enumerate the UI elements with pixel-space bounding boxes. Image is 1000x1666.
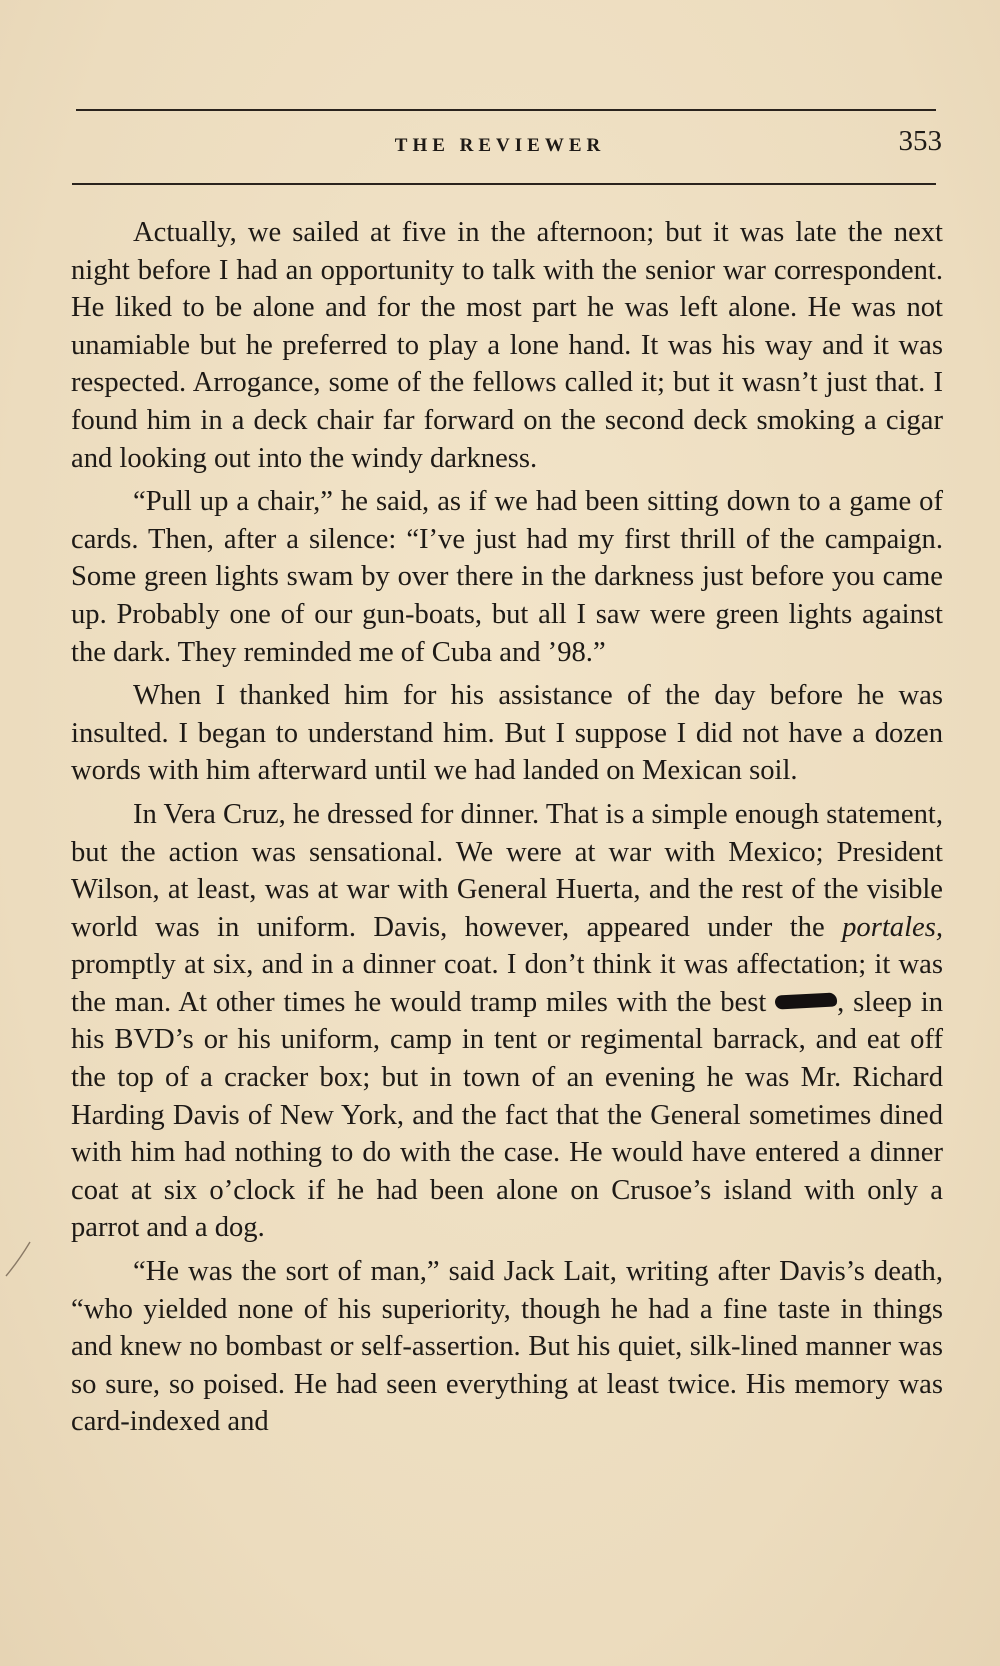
running-title: THE REVIEWER	[394, 135, 606, 156]
paragraph-5: “He was the sort of man,” said Jack Lait, writing after Davis’s death, “who yielded none of his superiority, though he had a fine taste in things and knew no bombast or self-assertion. But his quiet, silk-lined manner was so sure, so poised. He had seen everything at least twice. His memory was card-indexed and	[71, 1256, 943, 1438]
page-number: 353	[898, 125, 942, 157]
body-text	[71, 214, 943, 1447]
paragraph-4-part-b: promptly at six, and in a dinner coat. I don’t think it was affectation; it was the man. At other times he would tramp miles with the best	[71, 949, 943, 1018]
pencil-margin-mark	[2, 1240, 32, 1280]
header-rule-top	[76, 109, 936, 111]
paragraph-3: When I thanked him for his assistance of the day before he was insulted. I began to understand him. But I suppose I did not have a dozen words with him afterward until we had landed on Mexican soil.	[71, 680, 943, 787]
paragraph-4	[71, 796, 943, 1247]
paragraph-2: “Pull up a chair,” he said, as if we had been sitting down to a game of cards. Then, after a silence: “I’ve just had my first thrill of the campaign. Some green lights swam by over there in the darkness just before you came up. Probably one of our gun-boats, but all I saw were green lights against the dark. They reminded me of Cuba and ’98.”	[71, 486, 943, 668]
paragraph-4-part-c: , sleep in his BVD’s or his uniform, camp in tent or regimental barrack, and eat off the top of a cracker box; but in town of an evening he was Mr. Richard Harding Davis of New York, and the fact that the General sometimes dined with him had nothing to do with the case. He would have entered a dinner coat at six o’clock if he had been alone on Crusoe’s island with only a parrot and a dog.	[71, 986, 943, 1244]
paragraph-4-part-a: In Vera Cruz, he dressed for dinner. That is a simple enough statement, but the action was sensational. We were at war with Mexico; President Wilson, at least, was at war with General Huerta, and the rest of the visible world was in uniform. Davis, however, appeared under the	[71, 798, 943, 943]
ink-blot-redaction	[775, 993, 838, 1010]
header-rule-bottom	[72, 183, 936, 185]
paragraph-1: Actually, we sailed at five in the afternoon; but it was late the next night before I had an opportunity to talk with the senior war correspondent. He liked to be alone and for the most part he was left alone. He was not unamiable but he preferred to play a lone hand. It was his way and it was respected. Arrogance, some of the fellows called it; but it wasn’t just that. I found him in a deck chair far forward on the second deck smoking a cigar and looking out into the windy darkness.	[71, 217, 943, 474]
italic-portales: portales,	[842, 911, 943, 943]
